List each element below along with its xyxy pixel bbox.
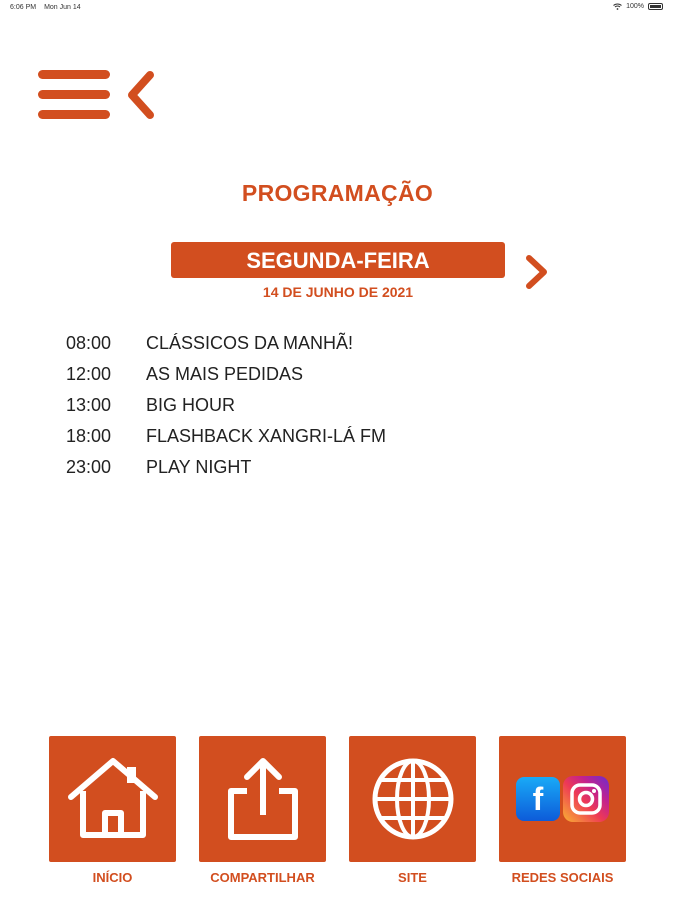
facebook-icon bbox=[516, 777, 560, 821]
schedule-row bbox=[66, 455, 566, 486]
share-tile[interactable] bbox=[199, 736, 326, 862]
schedule-show: BIG HOUR bbox=[146, 395, 236, 415]
menu-toggle-button[interactable] bbox=[38, 66, 160, 126]
home-icon bbox=[65, 755, 161, 843]
site-tile-label: SITE bbox=[398, 870, 427, 885]
status-date: Mon Jun 14 bbox=[44, 4, 81, 11]
schedule-show: PLAY NIGHT bbox=[146, 457, 252, 477]
home-tile-button[interactable] bbox=[49, 736, 176, 885]
schedule-show: FLASHBACK XANGRI-LÁ FM bbox=[146, 426, 387, 446]
social-tile-button[interactable] bbox=[499, 736, 626, 885]
site-tile[interactable] bbox=[349, 736, 476, 862]
menu-collapse-icon bbox=[38, 66, 160, 126]
schedule-row bbox=[66, 424, 566, 455]
schedule-row bbox=[66, 362, 566, 393]
battery-icon bbox=[648, 3, 663, 10]
bottom-tiles bbox=[49, 736, 629, 896]
schedule-show: AS MAIS PEDIDAS bbox=[146, 364, 304, 384]
share-icon bbox=[223, 755, 303, 843]
schedule-time: 23:00 bbox=[66, 457, 112, 477]
day-name: SEGUNDA-FEIRA bbox=[171, 242, 505, 278]
schedule-list bbox=[66, 331, 566, 486]
wifi-icon bbox=[613, 3, 622, 10]
instagram-camera-icon bbox=[569, 782, 603, 816]
instagram-icon bbox=[563, 776, 609, 822]
social-tile-label: REDES SOCIAIS bbox=[511, 870, 614, 885]
day-date: 14 DE JUNHO DE 2021 bbox=[262, 284, 414, 300]
schedule-time: 08:00 bbox=[66, 333, 112, 353]
schedule-show: CLÁSSICOS DA MANHÃ! bbox=[146, 333, 354, 353]
schedule-time: 18:00 bbox=[66, 426, 112, 446]
home-tile[interactable] bbox=[49, 736, 176, 862]
social-icons bbox=[516, 776, 609, 822]
status-bar bbox=[0, 0, 675, 18]
home-tile-label: INÍCIO bbox=[92, 870, 133, 885]
facebook-glyph: f bbox=[532, 780, 544, 817]
site-tile-button[interactable] bbox=[349, 736, 476, 885]
battery-percent: 100% bbox=[626, 3, 644, 10]
chevron-right-icon bbox=[518, 252, 554, 292]
share-tile-label: COMPARTILHAR bbox=[210, 870, 315, 885]
share-tile-button[interactable] bbox=[199, 736, 326, 885]
page-title: PROGRAMAÇÃO bbox=[241, 180, 434, 206]
schedule-row bbox=[66, 393, 566, 424]
next-day-button[interactable] bbox=[518, 252, 554, 292]
schedule-time: 13:00 bbox=[66, 395, 112, 415]
schedule-row bbox=[66, 331, 566, 362]
status-time: 6:06 PM bbox=[10, 4, 37, 11]
globe-icon bbox=[370, 756, 456, 842]
schedule-time: 12:00 bbox=[66, 364, 112, 384]
social-tile[interactable] bbox=[499, 736, 626, 862]
